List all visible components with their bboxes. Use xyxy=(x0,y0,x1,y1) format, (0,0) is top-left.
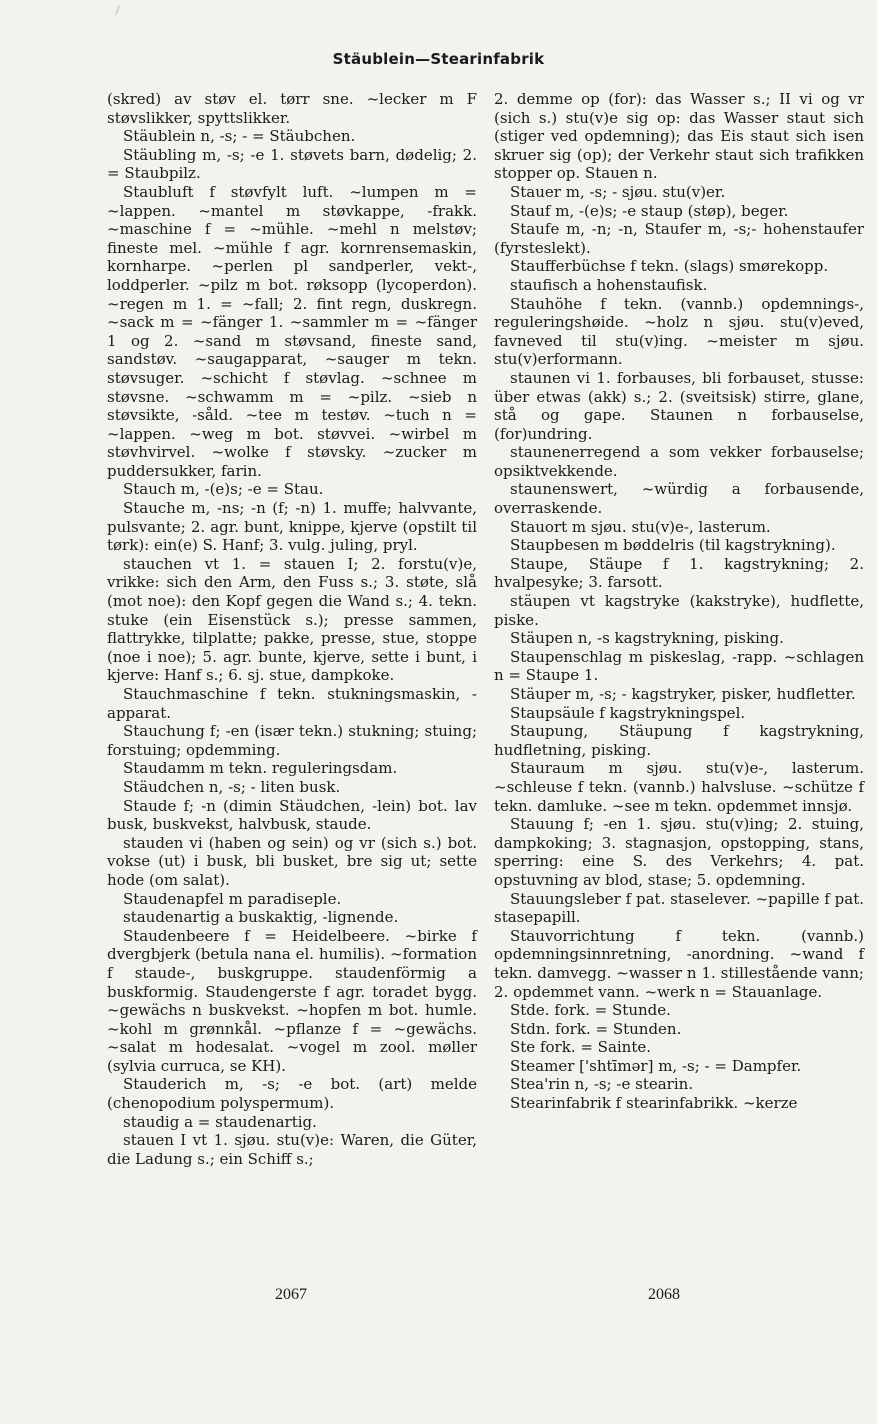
dictionary-entry: Stauderich m, -s; -e bot. (art) melde (chenopodium polyspermum). xyxy=(107,1075,477,1113)
dictionary-entry: stauden vi (haben og sein) og vr (sich s.) bot. vokse (ut) i busk, bli busket, bre sig ut; sette hode (om salat). xyxy=(107,833,477,889)
dictionary-entry: 2. demme op (for): das Wasser s.; II vi og vr (sich s.) stu(v)e sig op: das Wasser staut sich (stiger ved opdemning); das Eis staut sich isen skruer sig (op); der Verkehr staut sich trafikken stopper op. Stauen n. xyxy=(494,90,864,183)
left-column xyxy=(107,90,477,1168)
dictionary-entry: stauchen vt 1. = stauen I; 2. forstu(v)e, vrikke: sich den Arm, den Fuss s.; 3. støte, slå (mot noe): den Kopf gegen die Wand s.; 4. tekn. stuke (ein Eisenstück s.); presse sammen, flattrykke, tilplatte; pakke, presse, stue, stoppe (noe i noe); 5. agr. bunte, kjerve, sette i bunt, i kjerve: Hanf s.; 6. sj. stue, dampkoke. xyxy=(107,554,477,685)
dictionary-entry: Stauch m, -(e)s; -e = Stau. xyxy=(123,480,324,499)
dictionary-entry: Stauer m, -s; - sjøu. stu(v)er. xyxy=(510,182,726,201)
dictionary-entry: staunenswert, ~würdig a forbausende, overraskende. xyxy=(494,480,864,518)
page-number-right: 2068 xyxy=(648,1286,680,1303)
dictionary-entry: Stäudchen n, -s; - liten busk. xyxy=(123,777,341,796)
dictionary-entry: staunenerregend a som vekker forbauselse; opsiktvekkende. xyxy=(494,443,864,480)
dictionary-entry: staunen vi 1. forbauses, bli forbauset, stusse: über etwas (akk) s.; 2. (sveitsisk) stirre, glane, stå og gape. Staunen n forbauselse, (for)undring. xyxy=(494,368,864,443)
dictionary-entry: Staupenschlag m piskeslag, -rapp. ~schlagen n = Staupe 1. xyxy=(494,647,864,685)
dictionary-entry: Stauf m, -(e)s; -e staup (støp), beger. xyxy=(510,201,789,220)
right-column xyxy=(494,90,864,1113)
dictionary-entry: Staufe m, -n; -n, Staufer m, -s;- hohenstaufer (fyrsteslekt). xyxy=(494,220,864,257)
dictionary-entry: Stauhöhe f tekn. (vannb.) opdemnings-, reguleringshøide. ~holz n sjøu. stu(v)eved, favneved til stu(v)ing. ~meister m sjøu. stu(v)erformann. xyxy=(494,294,864,369)
dictionary-entry: Stauchmaschine f tekn. stukningsmaskin, -apparat. xyxy=(107,685,477,722)
dictionary-entry: Stauchung f; -en (især tekn.) stukning; stuing; forstuing; opdemming. xyxy=(107,722,477,759)
dictionary-entry: Stäupen n, -s kagstrykning, pisking. xyxy=(510,629,784,648)
page-header: Stäublein—Stearinfabrik xyxy=(332,50,545,68)
dictionary-entry: Ste fork. = Sainte. xyxy=(510,1038,652,1057)
dictionary-entry: Stäuper m, -s; - kagstryker, pisker, hudfletter. xyxy=(510,685,856,703)
dictionary-entry: Stdn. fork. = Stunden. xyxy=(510,1019,682,1038)
dictionary-entry: Staudenbeere f = Heidelbeere. ~birke f dvergbjerk (betula nana el. humilis). ~formation f staude-, buskgruppe. staudenförmig a buskformig. Staudengerste f agr. toradet bygg. ~gewächs n buskvekst. ~hopfen m bot. humle. ~kohl m grønnkål. ~pflanze f = ~gewächs. ~salat m hodesalat. ~vogel m zool. møller (sylvia curruca, se KH). xyxy=(107,926,477,1075)
dictionary-entry: Steamer ['shtīmər] m, -s; - = Dampfer. xyxy=(510,1056,802,1075)
dictionary-entry: Staudenapfel m paradiseple. xyxy=(123,889,342,908)
dictionary-entry: stauen I vt 1. sjøu. stu(v)e: Waren, die Güter, die Ladung s.; ein Schiff s.; xyxy=(107,1131,477,1168)
dictionary-entry: Staupung, Stäupung f kagstrykning, hudfletning, pisking. xyxy=(494,722,864,759)
dictionary-entry: Stauung f; -en 1. sjøu. stu(v)ing; 2. stuing, dampkoking; 3. stagnasjon, opstopping, stans, sperring: eine S. des Verkehrs; 4. pat. opstuvning av blod, stase; 5. opdemning. xyxy=(494,815,864,889)
dictionary-entry: (skred) av støv el. tørr sne. ~lecker m F støvslikker, spyttslikker. xyxy=(107,90,477,127)
dictionary-entry: Staupbesen m bøddelris (til kagstrykning). xyxy=(510,536,836,555)
dictionary-entry: staudenartig a buskaktig, -lignende. xyxy=(123,908,399,927)
dictionary-entry: Staudamm m tekn. reguleringsdam. xyxy=(123,759,398,778)
dictionary-entry: Staupsäule f kagstrykningspel. xyxy=(510,703,746,722)
dictionary-entry: staufisch a hohenstaufisk. xyxy=(510,275,708,294)
pencil-mark xyxy=(116,5,126,17)
dictionary-entry: stäupen vt kagstryke (kakstryke), hudflette, piske. xyxy=(494,592,864,629)
dictionary-entry: Stauche m, -ns; -n (f; -n) 1. muffe; halvvante, pulsvante; 2. agr. bunt, knippe, kjerve (opstilt til tørk): ein(e) S. Hanf; 3. vulg. juling, pryl. xyxy=(107,499,477,555)
dictionary-entry: Stauvorrichtung f tekn. (vannb.) opdemningsinnretning, -anordning. ~wand f tekn. damvegg. ~wasser n 1. stillestående vann; 2. opdemmet vann. ~werk n = Stauanlage. xyxy=(494,926,864,1001)
dictionary-entry: Staubluft f støvfylt luft. ~lumpen m = ~lappen. ~mantel m støvkappe, -frakk. ~maschine f = ~mühle. ~mehl n melstøv; fineste mel. ~mühle f agr. kornrensemaskin, kornharpe. ~perlen pl sandperler, vekt-, loddperler. ~pilz m bot. røksopp (lycoperdon). ~regen m 1. = ~fall; 2. fint regn, duskregn. ~sack m = ~fänger 1. ~sammler m = ~fänger 1 og 2. ~sand m støvsand, fineste sand, sandstøv. ~saugapparat, ~sauger m tekn. støvsuger. ~schicht f støvlag. ~schnee m støvsne. ~schwamm m = ~pilz. ~sieb n støvsikte, -såld. ~tee m testøv. ~tuch n = ~lappen. ~weg m bot. støvvei. ~wirbel m støvhvirvel. ~wolke f støvsky. ~zucker m puddersukker, farin. xyxy=(107,182,477,480)
dictionary-entry: Staupe, Stäupe f 1. kagstrykning; 2. hvalpesyke; 3. farsott. xyxy=(494,554,864,592)
dictionary-entry: Stearinfabrik f stearinfabrikk. ~kerze xyxy=(510,1094,798,1113)
dictionary-entry: Stauort m sjøu. stu(v)e-, lasterum. xyxy=(510,517,771,536)
dictionary-entry: Stauraum m sjøu. stu(v)e-, lasterum. ~schleuse f tekn. (vannb.) halvsluse. ~schütze f tekn. damluke. ~see m tekn. opdemmet innsjø. xyxy=(494,759,864,815)
dictionary-entry: Stauungsleber f pat. staselever. ~papille f pat. stasepapill. xyxy=(494,889,864,927)
dictionary-entry: staudig a = staudenartig. xyxy=(123,1112,317,1131)
dictionary-entry: Staufferbüchse f tekn. (slags) smørekopp. xyxy=(510,257,829,276)
dictionary-entry: Stde. fork. = Stunde. xyxy=(510,1001,671,1020)
dictionary-entry: Stea'rin n, -s; -e stearin. xyxy=(510,1075,694,1094)
dictionary-entry: Staude f; -n (dimin Stäudchen, -lein) bot. lav busk, buskvekst, halvbusk, staude. xyxy=(107,796,477,834)
page-number-left: 2067 xyxy=(275,1286,307,1303)
dictionary-entry: Stäublein n, -s; - = Stäubchen. xyxy=(123,127,356,146)
dictionary-entry: Stäubling m, -s; -e 1. støvets barn, dødelig; 2. = Staubpilz. xyxy=(107,145,477,183)
